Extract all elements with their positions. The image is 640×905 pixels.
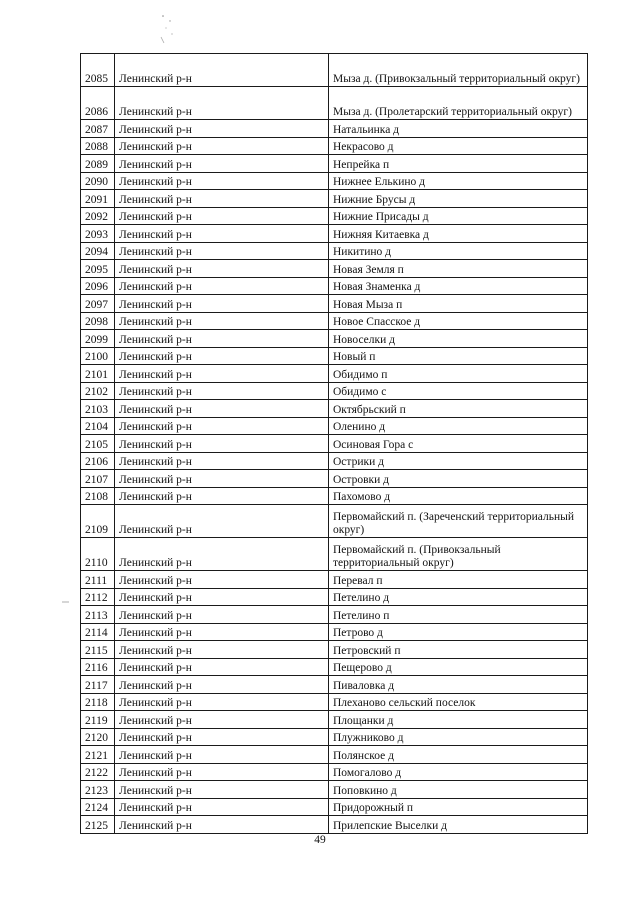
row-number-cell: 2090 [81,172,115,190]
settlement-cell: Октябрьский п [329,400,588,418]
row-number-cell: 2094 [81,242,115,260]
district-cell: Ленинский р-н [115,242,329,260]
table-row [81,190,588,208]
settlement-cell: Натальинка д [329,120,588,138]
row-number-cell: 2088 [81,137,115,155]
district-cell: Ленинский р-н [115,606,329,624]
row-number-cell: 2125 [81,816,115,834]
settlement-cell: Поповкино д [329,781,588,799]
settlement-cell: Помогалово д [329,763,588,781]
row-number-cell: 2097 [81,295,115,313]
table-row [81,676,588,694]
district-cell: Ленинский р-н [115,382,329,400]
table-row [81,417,588,435]
table-row [81,816,588,834]
district-cell: Ленинский р-н [115,452,329,470]
settlement-cell: Плужниково д [329,728,588,746]
settlement-cell: Новая Земля п [329,260,588,278]
row-number-cell: 2098 [81,312,115,330]
settlement-cell: Первомайский п. (Привокзальный территориальный округ) [329,538,588,571]
row-number-cell: 2093 [81,225,115,243]
table-row [81,155,588,173]
settlement-cell: Плеханово сельский поселок [329,693,588,711]
table-row [81,137,588,155]
district-cell: Ленинский р-н [115,763,329,781]
row-number-cell: 2110 [81,538,115,571]
row-number-cell: 2120 [81,728,115,746]
row-number-cell: 2106 [81,452,115,470]
row-number-cell: 2087 [81,120,115,138]
district-cell: Ленинский р-н [115,172,329,190]
row-number-cell: 2105 [81,435,115,453]
row-number-cell: 2091 [81,190,115,208]
settlement-cell: Оленино д [329,417,588,435]
settlement-cell: Пахомово д [329,487,588,505]
settlement-cell: Придорожный п [329,798,588,816]
district-cell: Ленинский р-н [115,260,329,278]
table-row [81,798,588,816]
district-cell: Ленинский р-н [115,746,329,764]
settlement-cell: Петелино д [329,588,588,606]
settlement-cell: Перевал п [329,571,588,589]
table-row [81,487,588,505]
row-number-cell: 2099 [81,330,115,348]
district-cell: Ленинский р-н [115,505,329,538]
table-row [81,54,588,87]
settlement-cell: Пещерово д [329,658,588,676]
district-cell: Ленинский р-н [115,137,329,155]
settlement-cell: Прилепские Выселки д [329,816,588,834]
settlements-table [80,53,588,834]
table-row [81,312,588,330]
district-cell: Ленинский р-н [115,435,329,453]
table-row [81,658,588,676]
settlement-cell: Нижнее Елькино д [329,172,588,190]
district-cell: Ленинский р-н [115,207,329,225]
row-number-cell: 2100 [81,347,115,365]
settlement-cell: Пиваловка д [329,676,588,694]
table-row [81,641,588,659]
table-row [81,763,588,781]
row-number-cell: 2109 [81,505,115,538]
district-cell: Ленинский р-н [115,225,329,243]
settlement-cell: Новоселки д [329,330,588,348]
district-cell: Ленинский р-н [115,365,329,383]
district-cell: Ленинский р-н [115,641,329,659]
table-row [81,728,588,746]
district-cell: Ленинский р-н [115,417,329,435]
settlement-cell: Обидимо п [329,365,588,383]
settlement-cell: Обидимо с [329,382,588,400]
district-cell: Ленинский р-н [115,588,329,606]
table-row [81,505,588,538]
settlement-cell: Первомайский п. (Зареченский территориальный округ) [329,505,588,538]
table-row [81,435,588,453]
district-cell: Ленинский р-н [115,190,329,208]
settlement-cell: Некрасово д [329,137,588,155]
row-number-cell: 2103 [81,400,115,418]
row-number-cell: 2107 [81,470,115,488]
settlement-cell: Нижние Брусы д [329,190,588,208]
row-number-cell: 2108 [81,487,115,505]
row-number-cell: 2117 [81,676,115,694]
settlement-cell: Мыза д. (Привокзальный территориальный округ) [329,54,588,87]
row-number-cell: 2096 [81,277,115,295]
table-row [81,781,588,799]
settlements-table-body [81,54,588,834]
district-cell: Ленинский р-н [115,693,329,711]
scan-speck-marks [158,12,178,46]
table-row [81,172,588,190]
settlement-cell: Новый п [329,347,588,365]
district-cell: Ленинский р-н [115,312,329,330]
table-row [81,120,588,138]
district-cell: Ленинский р-н [115,781,329,799]
row-number-cell: 2114 [81,623,115,641]
margin-dash-mark [62,600,70,604]
row-number-cell: 2089 [81,155,115,173]
district-cell: Ленинский р-н [115,538,329,571]
table-row [81,711,588,729]
settlement-cell: Новая Знаменка д [329,277,588,295]
row-number-cell: 2111 [81,571,115,589]
table-row [81,87,588,120]
settlement-cell: Никитино д [329,242,588,260]
row-number-cell: 2085 [81,54,115,87]
district-cell: Ленинский р-н [115,347,329,365]
settlement-cell: Непрейка п [329,155,588,173]
row-number-cell: 2123 [81,781,115,799]
table-row [81,347,588,365]
district-cell: Ленинский р-н [115,330,329,348]
row-number-cell: 2092 [81,207,115,225]
table-row [81,400,588,418]
district-cell: Ленинский р-н [115,400,329,418]
row-number-cell: 2095 [81,260,115,278]
table-row [81,207,588,225]
district-cell: Ленинский р-н [115,155,329,173]
district-cell: Ленинский р-н [115,470,329,488]
settlement-cell: Новое Спасское д [329,312,588,330]
district-cell: Ленинский р-н [115,487,329,505]
settlement-cell: Петровский п [329,641,588,659]
district-cell: Ленинский р-н [115,728,329,746]
settlement-cell: Островки д [329,470,588,488]
settlement-cell: Осиновая Гора с [329,435,588,453]
table-row [81,330,588,348]
district-cell: Ленинский р-н [115,798,329,816]
table-row [81,382,588,400]
district-cell: Ленинский р-н [115,571,329,589]
table-row [81,295,588,313]
table-row [81,260,588,278]
district-cell: Ленинский р-н [115,277,329,295]
table-row [81,365,588,383]
row-number-cell: 2119 [81,711,115,729]
row-number-cell: 2113 [81,606,115,624]
row-number-cell: 2122 [81,763,115,781]
district-cell: Ленинский р-н [115,816,329,834]
row-number-cell: 2121 [81,746,115,764]
row-number-cell: 2086 [81,87,115,120]
district-cell: Ленинский р-н [115,676,329,694]
table-row [81,452,588,470]
settlement-cell: Нижние Присады д [329,207,588,225]
settlement-cell: Мыза д. (Пролетарский территориальный округ) [329,87,588,120]
row-number-cell: 2118 [81,693,115,711]
table-row [81,623,588,641]
table-row [81,225,588,243]
table-row [81,606,588,624]
row-number-cell: 2101 [81,365,115,383]
settlement-cell: Петрово д [329,623,588,641]
table-row [81,588,588,606]
district-cell: Ленинский р-н [115,711,329,729]
row-number-cell: 2115 [81,641,115,659]
settlement-cell: Петелино п [329,606,588,624]
district-cell: Ленинский р-н [115,54,329,87]
row-number-cell: 2116 [81,658,115,676]
settlement-cell: Площанки д [329,711,588,729]
table-row [81,746,588,764]
table-row [81,470,588,488]
district-cell: Ленинский р-н [115,87,329,120]
table-row [81,242,588,260]
settlement-cell: Новая Мыза п [329,295,588,313]
row-number-cell: 2104 [81,417,115,435]
district-cell: Ленинский р-н [115,623,329,641]
row-number-cell: 2102 [81,382,115,400]
row-number-cell: 2112 [81,588,115,606]
table-row [81,693,588,711]
settlement-cell: Острики д [329,452,588,470]
row-number-cell: 2124 [81,798,115,816]
settlement-cell: Полянское д [329,746,588,764]
table-row [81,571,588,589]
district-cell: Ленинский р-н [115,658,329,676]
district-cell: Ленинский р-н [115,120,329,138]
table-row [81,277,588,295]
page-number: 49 [314,834,326,846]
district-cell: Ленинский р-н [115,295,329,313]
table-row [81,538,588,571]
settlement-cell: Нижняя Китаевка д [329,225,588,243]
